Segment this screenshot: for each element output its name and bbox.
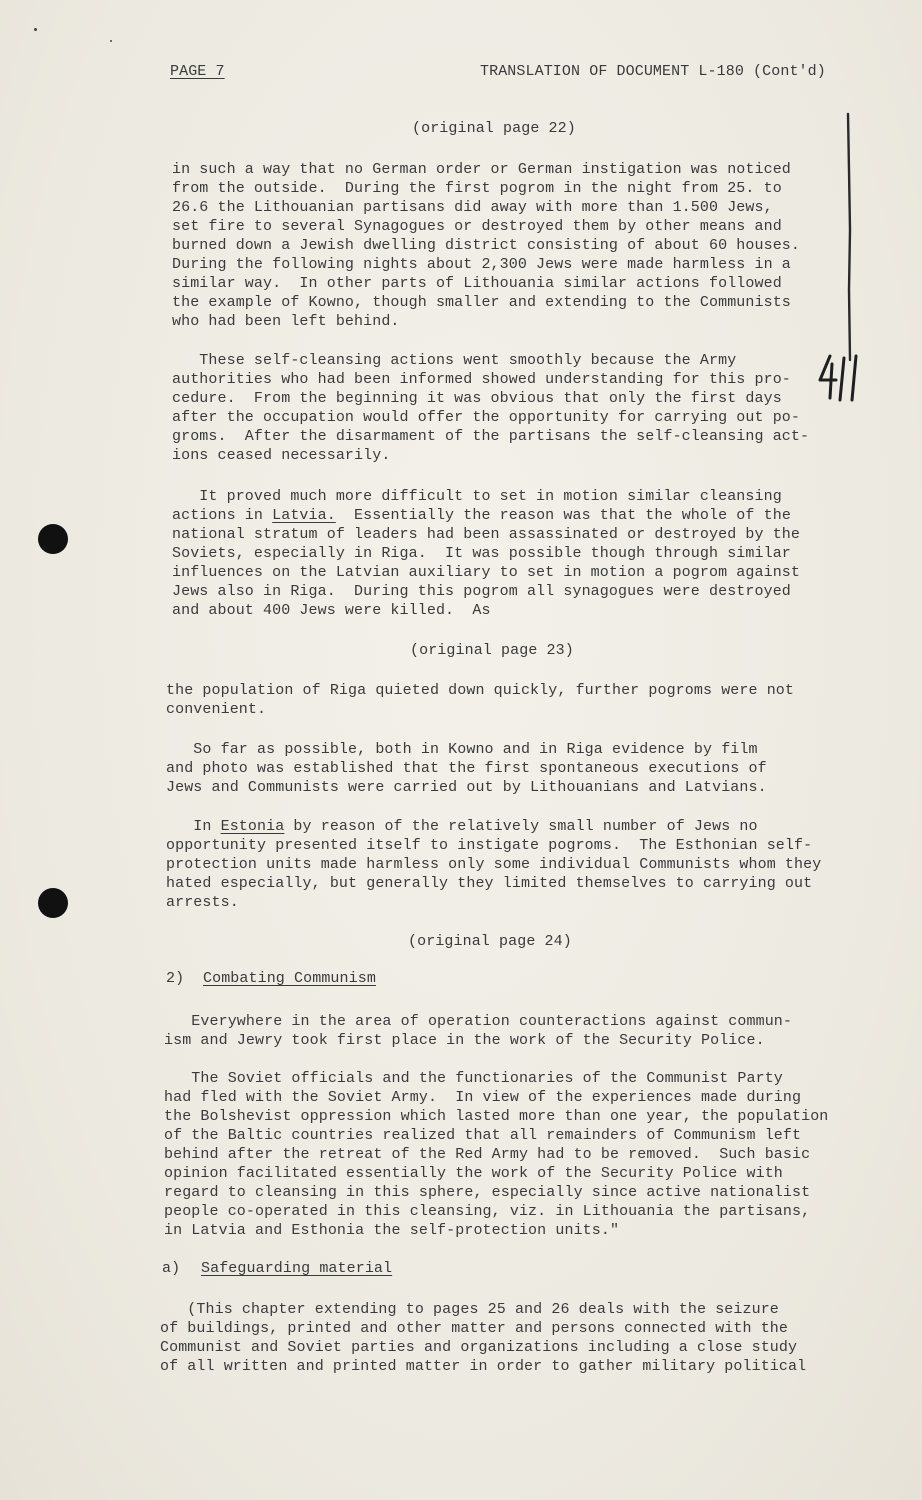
text-segment: Essentially the reason was that the whole of the [335, 507, 791, 524]
punch-hole-top [38, 524, 68, 554]
paragraph-line: hated especially, but generally they limited themselves to carrying out [166, 875, 813, 892]
paragraph-line: of all written and printed matter in order to gather military political [160, 1358, 807, 1375]
paragraph-line: in such a way that no German order or German instigation was noticed [172, 161, 791, 178]
speck [110, 40, 112, 42]
paragraph-line: During the following nights about 2,300 Jews were made harmless in a [172, 256, 791, 273]
speck [34, 28, 37, 31]
margin-bar-mark [840, 110, 860, 370]
handwritten-number-mark [808, 350, 868, 410]
page-label: PAGE 7 [170, 63, 225, 80]
paragraph-line: after the occupation would offer the opportunity for carrying out po- [172, 409, 801, 426]
paragraph-line: set fire to several Synagogues or destroyed them by other means and [172, 218, 782, 235]
text-segment: In [166, 818, 221, 835]
paragraph-line: cedure. From the beginning it was obvious that only the first days [172, 390, 782, 407]
paragraph-line: national stratum of leaders had been assassinated or destroyed by the [172, 526, 801, 543]
section-heading: Safeguarding material [201, 1260, 393, 1277]
underlined-word-latvia: Latvia. [272, 507, 336, 524]
paragraph-line: groms. After the disarmament of the partisans the self-cleansing act- [172, 428, 810, 445]
paragraph-line: opportunity presented itself to instigate pogroms. The Esthonian self- [166, 837, 813, 854]
original-page-marker: (original page 24) [408, 933, 572, 950]
underlined-word-estonia: Estonia [220, 818, 285, 835]
paragraph-line: the example of Kowno, though smaller and extending to the Communists [172, 294, 791, 311]
paragraph-line: Jews and Communists were carried out by Lithouanians and Latvians. [166, 779, 767, 796]
paragraph-line: (This chapter extending to pages 25 and 26 deals with the seizure [160, 1301, 779, 1318]
punch-hole-bottom [38, 888, 68, 918]
paragraph-line: people co-operated in this cleansing, viz. in Lithouania the partisans, [164, 1203, 811, 1220]
paragraph-line: the population of Riga quieted down quickly, further pogroms were not [166, 682, 795, 699]
paragraph-line [166, 817, 758, 836]
paragraph-line: So far as possible, both in Kowno and in Riga evidence by film [166, 741, 758, 758]
paragraph-line: influences on the Latvian auxiliary to set in motion a pogrom against [172, 564, 801, 581]
paragraph-line: Communist and Soviet parties and organizations including a close study [160, 1339, 798, 1356]
paragraph-line: the Bolshevist oppression which lasted more than one year, the population [164, 1108, 829, 1125]
original-page-marker: (original page 23) [410, 642, 574, 659]
paragraph-line: who had been left behind. [172, 313, 400, 330]
paragraph-line: and about 400 Jews were killed. As [172, 602, 491, 619]
paragraph-line: protection units made harmless only some individual Communists whom they [166, 856, 822, 873]
paragraph-line: similar way. In other parts of Lithouania similar actions followed [172, 275, 782, 292]
original-page-marker: (original page 22) [412, 120, 576, 137]
paragraph-line: of buildings, printed and other matter and persons connected with the [160, 1320, 789, 1337]
paragraph-line: burned down a Jewish dwelling district consisting of about 60 houses. [172, 237, 801, 254]
paragraph-line: ions ceased necessarily. [172, 447, 391, 464]
paragraph-line: convenient. [166, 701, 267, 718]
paragraph-line: and photo was established that the first spontaneous executions of [166, 760, 767, 777]
text-segment: by reason of the relatively small number of Jews no [284, 818, 758, 835]
paragraph-line: in Latvia and Esthonia the self-protection units." [164, 1222, 620, 1239]
paragraph-line: authorities who had been informed showed understanding for this pro- [172, 371, 791, 388]
paragraph-line: behind after the retreat of the Red Army had to be removed. Such basic [164, 1146, 811, 1163]
section-number: 2) [166, 970, 185, 987]
document-title: TRANSLATION OF DOCUMENT L-180 (Cont'd) [480, 63, 826, 80]
paragraph-line [172, 506, 791, 525]
section-letter: a) [162, 1260, 181, 1277]
paragraph-line: opinion facilitated essentially the work of the Security Police with [164, 1165, 783, 1182]
paragraph-line: from the outside. During the first pogrom in the night from 25. to [172, 180, 782, 197]
paragraph-line: Soviets, especially in Riga. It was possible though through similar [172, 545, 791, 562]
paragraph-line: regard to cleansing in this sphere, especially since active nationalist [164, 1184, 811, 1201]
paragraph-line: These self-cleansing actions went smoothly because the Army [172, 352, 737, 369]
paragraph-line: Everywhere in the area of operation counteractions against commun- [164, 1013, 793, 1030]
paragraph-line: It proved much more difficult to set in motion similar cleansing [172, 488, 782, 505]
paragraph-line: of the Baltic countries realized that all remainders of Communism left [164, 1127, 802, 1144]
paragraph-line: had fled with the Soviet Army. In view of the experiences made during [164, 1089, 802, 1106]
paragraph-line: ism and Jewry took first place in the work of the Security Police. [164, 1032, 765, 1049]
paragraph-line: arrests. [166, 894, 239, 911]
section-heading: Combating Communism [203, 970, 376, 987]
paragraph-line: The Soviet officials and the functionaries of the Communist Party [164, 1070, 783, 1087]
text-segment: actions in [172, 507, 273, 524]
paragraph-line: 26.6 the Lithouanian partisans did away with more than 1.500 Jews, [172, 199, 773, 216]
paragraph-line: Jews also in Riga. During this pogrom all synagogues were destroyed [172, 583, 791, 600]
